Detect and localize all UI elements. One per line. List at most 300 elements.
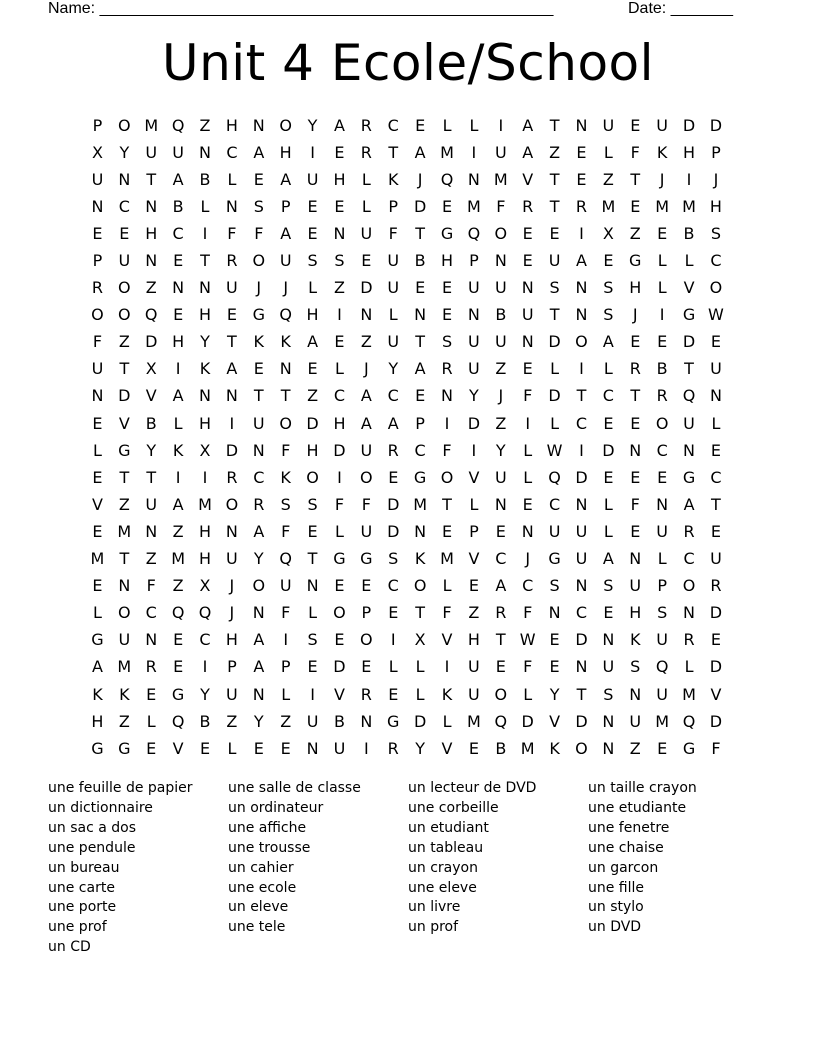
grid-letter: U — [468, 332, 480, 352]
grid-letter: I — [202, 223, 208, 243]
grid-letter: S — [280, 494, 291, 514]
grid-letter: R — [253, 494, 265, 514]
grid-letter: E — [415, 386, 426, 406]
word-bank-column — [48, 779, 228, 958]
word-bank-item: une prof — [48, 919, 107, 936]
grid-letter: E — [576, 169, 587, 189]
grid-letter: I — [229, 413, 235, 433]
grid-letter: E — [603, 413, 614, 433]
grid-letter: I — [579, 440, 584, 460]
grid-letter: A — [91, 657, 103, 677]
grid-letter: K — [549, 738, 560, 758]
grid-letter: U — [145, 142, 158, 162]
grid-letter: O — [360, 467, 373, 487]
grid-letter: J — [283, 278, 289, 298]
grid-letter: N — [414, 521, 427, 541]
grid-letter: F — [442, 440, 452, 460]
grid-row — [84, 275, 736, 302]
grid-letter: L — [442, 576, 452, 596]
grid-letter: S — [657, 603, 668, 623]
grid-letter: F — [523, 386, 533, 406]
grid-letter: Q — [655, 657, 669, 677]
grid-letter: R — [226, 251, 238, 271]
grid-letter: U — [656, 521, 668, 541]
word-bank-item: un etudiant — [408, 819, 489, 836]
grid-letter: L — [684, 657, 694, 677]
grid-letter: N — [252, 684, 265, 704]
grid-letter: C — [145, 603, 157, 623]
grid-letter: U — [145, 494, 158, 514]
grid-letter: E — [657, 738, 668, 758]
grid-letter: P — [711, 142, 721, 162]
grid-letter: D — [333, 657, 346, 677]
grid-letter: L — [146, 711, 156, 731]
grid-letter: N — [145, 521, 158, 541]
word-bank-item: un sac a dos — [48, 819, 136, 836]
grid-letter: E — [441, 521, 453, 541]
grid-letter: T — [549, 115, 560, 135]
grid-letter: U — [387, 278, 400, 298]
grid-letter: A — [253, 657, 265, 677]
grid-letter: U — [226, 684, 238, 704]
word-bank-item: une fille — [588, 879, 645, 896]
grid-letter: V — [333, 684, 345, 704]
grid-letter: L — [523, 440, 533, 460]
grid-letter: W — [708, 305, 724, 325]
grid-letter: F — [496, 196, 506, 216]
grid-letter: H — [441, 251, 454, 271]
grid-letter: N — [333, 223, 346, 243]
grid-letter: E — [307, 223, 318, 243]
grid-letter: C — [253, 467, 265, 487]
grid-letter: D — [360, 278, 373, 298]
grid-row — [84, 735, 736, 762]
grid-letter: L — [92, 440, 102, 460]
grid-letter: E — [522, 359, 533, 379]
grid-letter: P — [469, 521, 479, 541]
grid-letter: N — [521, 278, 534, 298]
grid-letter: A — [495, 576, 507, 596]
grid-letter: F — [523, 657, 533, 677]
grid-letter: E — [361, 251, 372, 271]
grid-letter: E — [549, 630, 560, 650]
grid-letter: T — [307, 549, 318, 569]
grid-letter: M — [655, 711, 670, 731]
grid-letter: E — [522, 494, 533, 514]
grid-letter: D — [548, 332, 561, 352]
word-bank — [48, 779, 768, 958]
grid-letter: C — [495, 549, 507, 569]
grid-letter: C — [226, 142, 238, 162]
grid-letter: Q — [279, 549, 292, 569]
grid-letter: T — [711, 494, 721, 514]
grid-letter: M — [493, 169, 508, 189]
grid-letter: S — [549, 278, 560, 298]
grid-letter: U — [602, 115, 615, 135]
grid-letter: Q — [440, 169, 454, 189]
grid-letter: G — [360, 549, 373, 569]
grid-letter: T — [280, 386, 291, 406]
grid-letter: M — [467, 711, 481, 731]
grid-letter: I — [310, 142, 315, 162]
grid-letter: L — [550, 359, 560, 379]
grid-letter: M — [90, 549, 105, 569]
grid-letter: N — [360, 305, 373, 325]
grid-row — [84, 518, 736, 545]
grid-letter: L — [603, 521, 613, 541]
grid-letter: V — [549, 711, 561, 731]
grid-letter: E — [415, 278, 426, 298]
grid-letter: V — [468, 467, 480, 487]
grid-row — [84, 166, 736, 193]
grid-letter: O — [91, 305, 104, 325]
grid-letter: A — [522, 142, 534, 162]
grid-letter: N — [118, 169, 131, 189]
grid-row — [84, 139, 736, 166]
grid-letter: Y — [253, 549, 264, 569]
grid-letter: I — [444, 413, 450, 433]
grid-letter: Z — [629, 223, 641, 243]
grid-letter: D — [575, 711, 588, 731]
grid-letter: I — [525, 413, 531, 433]
grid-letter: L — [711, 413, 721, 433]
grid-letter: G — [252, 305, 265, 325]
grid-letter: E — [630, 521, 641, 541]
grid-letter: E — [549, 223, 560, 243]
grid-letter: T — [200, 251, 210, 271]
grid-letter: P — [280, 196, 291, 216]
grid-letter: G — [682, 305, 696, 325]
grid-letter: E — [415, 115, 426, 135]
grid-letter: E — [334, 332, 345, 352]
word-bank-column — [588, 779, 768, 958]
grid-letter: R — [683, 521, 695, 541]
grid-letter: A — [387, 413, 399, 433]
grid-letter: O — [413, 576, 427, 596]
grid-letter: G — [91, 738, 104, 758]
grid-letter: S — [441, 332, 453, 352]
grid-letter: R — [683, 630, 695, 650]
grid-letter: O — [360, 630, 373, 650]
grid-letter: O — [306, 467, 319, 487]
grid-letter: X — [199, 440, 211, 460]
grid-letter: K — [119, 684, 130, 704]
grid-letter: C — [683, 549, 695, 569]
grid-letter: J — [498, 386, 504, 406]
grid-letter: E — [657, 223, 668, 243]
grid-letter: E — [603, 603, 614, 623]
grid-letter: Q — [171, 115, 185, 135]
grid-letter: H — [683, 142, 696, 162]
grid-letter: R — [710, 576, 722, 596]
grid-letter: E — [307, 521, 318, 541]
grid-letter: O — [655, 413, 669, 433]
grid-letter: Z — [280, 711, 292, 731]
grid-letter: N — [252, 115, 265, 135]
grid-letter: G — [548, 549, 561, 569]
grid-letter: E — [173, 657, 184, 677]
grid-letter: H — [91, 711, 104, 731]
grid-letter: N — [199, 386, 211, 406]
grid-row — [84, 437, 736, 464]
grid-letter: S — [630, 657, 641, 677]
grid-letter: N — [575, 657, 588, 677]
grid-letter: U — [468, 684, 480, 704]
grid-letter: L — [361, 169, 371, 189]
grid-letter: U — [118, 251, 131, 271]
grid-letter: E — [630, 467, 641, 487]
grid-letter: R — [360, 115, 372, 135]
grid-row — [84, 356, 736, 383]
grid-letter: C — [387, 115, 399, 135]
grid-letter: E — [495, 657, 506, 677]
grid-letter: E — [468, 738, 479, 758]
grid-letter: N — [521, 332, 534, 352]
word-bank-item: une porte — [48, 899, 117, 916]
grid-letter: V — [441, 738, 453, 758]
grid-row — [84, 546, 736, 573]
grid-letter: U — [602, 657, 615, 677]
grid-letter: R — [145, 657, 157, 677]
grid-letter: M — [117, 521, 132, 541]
grid-letter: C — [172, 223, 184, 243]
grid-letter: L — [415, 657, 425, 677]
grid-letter: R — [629, 359, 641, 379]
grid-letter: P — [388, 196, 399, 216]
grid-letter: S — [253, 196, 264, 216]
grid-letter: L — [92, 603, 102, 623]
grid-letter: O — [494, 223, 508, 243]
grid-letter: T — [630, 169, 641, 189]
word-bank-item: un garcon — [588, 859, 659, 876]
grid-letter: N — [225, 521, 238, 541]
grid-letter: U — [468, 359, 480, 379]
grid-letter: Z — [118, 494, 130, 514]
grid-letter: E — [226, 305, 237, 325]
grid-letter: E — [334, 196, 345, 216]
grid-letter: A — [280, 223, 292, 243]
grid-letter: K — [199, 359, 211, 379]
grid-letter: Z — [495, 413, 507, 433]
grid-letter: N — [306, 738, 319, 758]
grid-letter: I — [337, 305, 342, 325]
grid-letter: U — [494, 467, 507, 487]
grid-letter: E — [92, 467, 103, 487]
grid-letter: K — [280, 332, 291, 352]
grid-letter: D — [709, 603, 723, 623]
grid-letter: I — [686, 169, 692, 189]
grid-letter: I — [498, 115, 504, 135]
grid-letter: L — [603, 494, 613, 514]
grid-letter: D — [306, 413, 319, 433]
word-bank-item: un livre — [408, 899, 461, 916]
grid-letter: C — [710, 251, 722, 271]
grid-letter: F — [388, 223, 398, 243]
grid-letter: O — [118, 115, 131, 135]
grid-letter: C — [118, 196, 130, 216]
word-bank-item: une salle de classe — [228, 780, 361, 796]
grid-letter: I — [471, 142, 477, 162]
grid-letter: H — [198, 305, 212, 325]
grid-letter: Y — [200, 684, 210, 704]
grid-letter: Q — [279, 305, 292, 325]
grid-row — [84, 654, 736, 681]
grid-letter: H — [629, 278, 642, 298]
grid-letter: I — [283, 630, 289, 650]
grid-letter: E — [657, 332, 668, 352]
grid-letter: I — [579, 223, 584, 243]
grid-letter: J — [363, 359, 369, 379]
grid-letter: U — [333, 738, 346, 758]
grid-letter: K — [172, 440, 184, 460]
grid-letter: F — [711, 738, 721, 758]
word-bank-item: un bureau — [48, 859, 120, 876]
grid-letter: Z — [495, 359, 507, 379]
grid-letter: N — [145, 630, 158, 650]
grid-letter: D — [225, 440, 239, 460]
grid-letter: N — [602, 711, 615, 731]
grid-letter: T — [549, 169, 560, 189]
grid-letter: B — [656, 359, 668, 379]
grid-letter: G — [682, 467, 696, 487]
grid-letter: E — [334, 142, 345, 162]
grid-letter: F — [92, 332, 103, 352]
grid-letter: K — [656, 142, 668, 162]
grid-letter: S — [549, 576, 560, 596]
grid-letter: F — [630, 494, 640, 514]
grid-letter: V — [91, 494, 103, 514]
grid-letter: F — [630, 142, 640, 162]
grid-letter: L — [657, 278, 667, 298]
grid-letter: E — [361, 576, 372, 596]
grid-letter: L — [442, 115, 452, 135]
word-bank-item: une chaise — [588, 839, 664, 856]
grid-letter: S — [603, 305, 614, 325]
grid-letter: V — [441, 630, 453, 650]
grid-letter: I — [337, 467, 342, 487]
grid-letter: T — [146, 169, 157, 189]
grid-letter: A — [172, 386, 184, 406]
grid-row — [84, 383, 736, 410]
grid-letter: C — [199, 630, 211, 650]
grid-letter: N — [118, 576, 131, 596]
grid-letter: A — [414, 142, 426, 162]
grid-letter: U — [279, 576, 292, 596]
grid-row — [84, 491, 736, 518]
grid-letter: D — [602, 440, 615, 460]
grid-letter: M — [144, 115, 159, 135]
date-field-label: Date: _______ — [628, 0, 733, 17]
grid-letter: L — [523, 467, 533, 487]
grid-letter: N — [441, 386, 453, 406]
grid-letter: N — [629, 549, 642, 569]
grid-letter: E — [92, 521, 103, 541]
grid-letter: G — [333, 549, 346, 569]
grid-letter: H — [145, 223, 158, 243]
grid-letter: L — [308, 603, 318, 623]
grid-letter: A — [333, 115, 345, 135]
grid-letter: A — [253, 142, 265, 162]
grid-letter: J — [256, 278, 262, 298]
grid-letter: L — [469, 115, 479, 135]
grid-letter: C — [522, 576, 534, 596]
grid-letter: H — [629, 603, 642, 623]
grid-letter: C — [549, 494, 561, 514]
grid-letter: U — [360, 521, 373, 541]
grid-letter: O — [709, 278, 723, 298]
grid-row — [84, 681, 736, 708]
grid-row — [84, 329, 736, 356]
grid-letter: Z — [199, 115, 211, 135]
grid-letter: Y — [307, 115, 318, 135]
grid-letter: E — [280, 738, 291, 758]
grid-letter: Q — [171, 603, 185, 623]
grid-letter: U — [226, 278, 238, 298]
grid-letter: J — [713, 169, 719, 189]
grid-letter: Z — [145, 549, 157, 569]
grid-letter: S — [603, 576, 614, 596]
grid-letter: X — [91, 142, 103, 162]
grid-letter: U — [710, 549, 722, 569]
grid-letter: O — [575, 738, 588, 758]
grid-letter: U — [468, 657, 480, 677]
grid-letter: H — [225, 115, 238, 135]
grid-letter: U — [494, 332, 507, 352]
grid-letter: L — [308, 278, 318, 298]
grid-letter: N — [360, 711, 373, 731]
grid-letter: S — [603, 684, 614, 704]
grid-letter: Q — [144, 305, 158, 325]
grid-letter: I — [444, 657, 450, 677]
grid-letter: J — [417, 169, 423, 189]
grid-letter: L — [227, 169, 237, 189]
grid-letter: T — [442, 494, 452, 514]
grid-letter: Y — [388, 359, 399, 379]
grid-letter: M — [117, 657, 132, 677]
grid-letter: B — [172, 196, 184, 216]
grid-letter: D — [575, 467, 588, 487]
grid-letter: N — [521, 521, 534, 541]
grid-letter: L — [657, 549, 667, 569]
grid-letter: A — [172, 494, 184, 514]
grid-letter: E — [253, 738, 264, 758]
grid-letter: E — [307, 359, 318, 379]
grid-letter: Z — [118, 332, 130, 352]
grid-letter: H — [306, 305, 319, 325]
grid-letter: O — [279, 115, 292, 135]
grid-letter: E — [173, 630, 184, 650]
grid-letter: N — [91, 196, 104, 216]
grid-letter: G — [440, 223, 454, 243]
grid-letter: F — [442, 603, 452, 623]
grid-letter: U — [656, 684, 668, 704]
grid-letter: A — [602, 549, 614, 569]
grid-letter: W — [546, 440, 563, 460]
word-bank-item: un prof — [408, 919, 459, 936]
grid-letter: M — [601, 196, 616, 216]
grid-letter: B — [333, 711, 345, 731]
grid-letter: U — [656, 630, 668, 650]
grid-letter: N — [306, 576, 319, 596]
grid-letter: U — [172, 142, 184, 162]
grid-letter: I — [202, 467, 208, 487]
grid-letter: V — [522, 169, 534, 189]
grid-letter: D — [145, 332, 158, 352]
grid-letter: P — [227, 657, 237, 677]
grid-letter: Q — [548, 467, 561, 487]
grid-letter: U — [521, 305, 534, 325]
grid-letter: X — [199, 576, 211, 596]
